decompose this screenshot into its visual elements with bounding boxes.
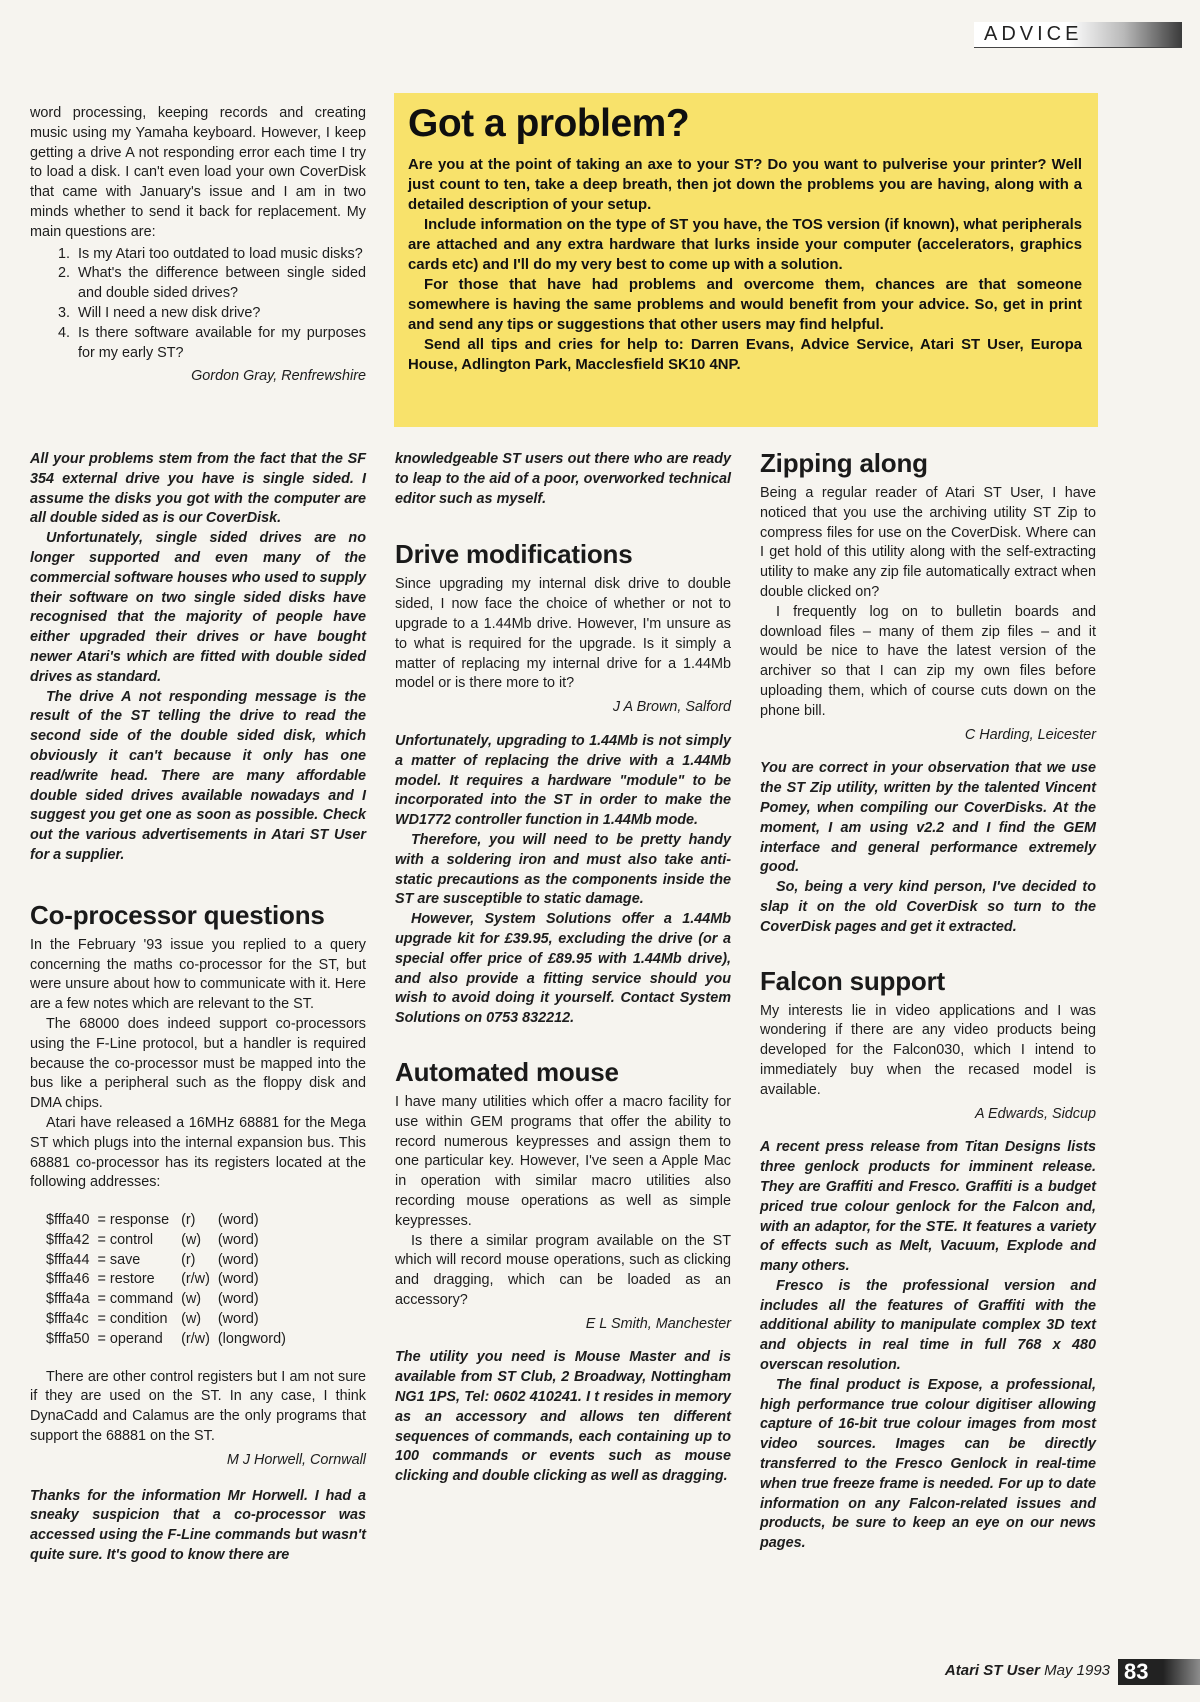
box-paragraph: For those that have had problems and overcome them, chances are that someone somewhere is having the same problems and would benefit from your advice. So, get in print and send any tips or suggestions that other users may find helpful.	[408, 277, 1082, 333]
reply-block	[395, 1348, 731, 1487]
reply-block	[395, 450, 731, 509]
letter-signature: E L Smith, Manchester	[585, 1315, 731, 1332]
section-heading: Zipping along	[760, 448, 928, 478]
section-heading: Falcon support	[760, 965, 945, 996]
letter-paragraph: I have many utilities which offer a macro facility for use within GEM programs that offer the ability to record numerous keypresses and assign them to one particular key. However, I've seen a Apple Mac in operation with similar macro utilities also recording mouse operations as well as simple keypresses.	[395, 1093, 731, 1229]
letter-paragraph: In the February '93 issue you replied to a query concerning the maths co-processor for the ST, but were unsure about how to communicate with it. Here are a few notes which are relevant to the ST.	[30, 936, 366, 1013]
list-item: 2. What's the difference between single sided and double sided drives?	[74, 264, 366, 304]
letter-paragraph: There are other control registers but I am not sure if they are used on the ST. In any case, I think DynaCadd and Calamus are the only programs that support the 68881 on the ST.	[30, 1368, 366, 1445]
table-row: $fffa46 = restore (r/w) (word)	[46, 1271, 259, 1288]
question-list	[30, 245, 366, 364]
list-item: 4. Is there software available for my purposes for my early ST?	[74, 324, 366, 364]
section-heading: Automated mouse	[395, 1056, 619, 1087]
reply-block	[30, 450, 366, 866]
page-number-block	[1118, 1659, 1200, 1685]
reply-paragraph: All your problems stem from the fact that the SF 354 external drive you have is single sided. I assume the disks you got with the computer are all double sided as is our CoverDisk.	[30, 451, 366, 527]
letter-signature: A Edwards, Sidcup	[974, 1105, 1096, 1122]
table-row: $fffa44 = save (r) (word)	[46, 1251, 259, 1268]
register-table	[46, 1211, 294, 1350]
got-a-problem-box	[394, 93, 1098, 427]
box-paragraph: Are you at the point of taking an axe to your ST? Do you want to pulverise your printer? Well just count to ten, take a deep breath, then jot down the problems you are having, along with a detailed description of your setup.	[408, 157, 1082, 213]
letter-signature: M J Horwell, Cornwall	[226, 1451, 366, 1468]
section-heading: Drive modifications	[395, 539, 633, 570]
table-row: $fffa40 = response (r) (word)	[46, 1212, 259, 1229]
reply-block	[30, 1487, 366, 1566]
list-item: 3. Will I need a new disk drive?	[74, 304, 366, 324]
reply-block	[760, 759, 1096, 937]
section-label: ADVICE	[984, 23, 1083, 45]
letter-paragraph: My interests lie in video applications and I was wondering if there are any video products being developed for the Falcon030, which I intend to immediately buy when the recased model is available.	[760, 1002, 1096, 1098]
column-1-top	[30, 104, 366, 387]
letter-paragraph: Since upgrading my internal disk drive to double sided, I now face the choice of whether or not to upgrade to a 1.44Mb drive. However, I'm unsure as to what is required for the upgrade. Is it simply a matter of replacing my internal drive for a 1.44Mb model or is there more to it?	[395, 576, 731, 692]
column-1	[30, 450, 366, 1566]
reply-paragraph: Thanks for the information Mr Horwell. I had a sneaky suspicion that a co-processor was accessed using the F-Line commands but wasn't quite sure. It's good to know there are	[30, 1487, 366, 1564]
column-3	[760, 448, 1096, 1554]
reply-paragraph: A recent press release from Titan Designs lists three genlock products for imminent release. They are Graffiti and Fresco. Graffiti is a budget priced true colour genlock for the Falcon and, with an adaptor, for the STE. It features a variety of effects such as Melt, Vacuum, Explode and many others.	[760, 1139, 1096, 1275]
reply-paragraph: knowledgeable ST users out there who are ready to leap to the aid of a poor, overworked technical editor such as myself.	[395, 451, 731, 507]
letter-signature: Gordon Gray, Renfrewshire	[191, 368, 366, 385]
table-row: $fffa50 = operand (r/w) (longword)	[46, 1330, 286, 1347]
reply-paragraph: Therefore, you will need to be pretty handy with a soldering iron and must also take anti-static precautions as the components inside the ST are susceptible to static damage.	[395, 831, 731, 908]
letter-paragraph: Being a regular reader of Atari ST User, I have noticed that you use the archiving utility ST Zip to compress files for use on the CoverDisk. Where can I get hold of this utility along with the self-extracting utility to make any zip file automatically extract when double clicked on?	[760, 485, 1096, 600]
reply-block	[760, 1138, 1096, 1554]
table-row: $fffa42 = control (w) (word)	[46, 1231, 259, 1248]
reply-paragraph: So, being a very kind person, I've decided to slap it on the old CoverDisk so turn to the CoverDisk pages and get it extracted.	[760, 879, 1096, 935]
page-number: 83	[1124, 1659, 1149, 1684]
page-footer	[900, 1659, 1200, 1685]
box-paragraph: Send all tips and cries for help to: Darren Evans, Advice Service, Atari ST User, Europa House, Adlington Park, Macclesfield SK10 4NP.	[408, 337, 1082, 373]
reply-paragraph: The final product is Expose, a professional, high performance true colour digitiser allowing capture of 16-bit true colour images from most video sources. Images can be directly transferred to the Fresco Genlock in real-time when true freeze frame is needed. For up to date information on any Falcon-related issues and products, be sure to keep an eye on our news pages.	[760, 1376, 1096, 1552]
letter-paragraph: word processing, keeping records and creating music using my Yamaha keyboard. However, I keep getting a drive A not responding error each time I try to load a disk. I can't even load your own CoverDisk that came with January's issue and I am in two minds whether to send it back for replacement. My main questions are:	[30, 105, 366, 240]
reply-paragraph: The utility you need is Mouse Master and is available from ST Club, 2 Broadway, Nottingham NG1 1PS, Tel: 0602 410241. I t resides in memory as an accessory and allows ten different sequences of commands, each containing up to 100 commands or events such as mouse clicking and double clicking as well as dragging.	[395, 1349, 731, 1485]
column-2	[395, 450, 731, 1487]
reply-paragraph: You are correct in your observation that we use the ST Zip utility, written by the talented Vincent Pomey, when compiling our CoverDisks. At the moment, I am using v2.2 and I find the GEM interface and general performance extremely good.	[760, 760, 1096, 876]
magazine-credit	[945, 1662, 1110, 1679]
reply-block	[395, 732, 731, 1029]
reply-paragraph: Unfortunately, upgrading to 1.44Mb is not simply a matter of replacing the drive with a 1.44Mb model. It requires a hardware "module" to be incorporated into the ST in order to make the WD1772 controller function in 1.44Mb mode.	[395, 732, 731, 829]
letter-signature: J A Brown, Salford	[612, 699, 731, 716]
reply-paragraph: Unfortunately, single sided drives are no longer supported and even many of the commercial software houses who used to supply their software on two single sided disks have recognised that the majority of people have either upgraded their drives or have bought newer Atari's which are fitted with double sided drives as standard.	[30, 530, 366, 685]
reply-paragraph: Fresco is the professional version and includes all the features of Graffiti with the additional ability to manipulate complex 3D text and objects in real time in full 768 x 480 overscan resolution.	[760, 1277, 1096, 1374]
list-item: 1. Is my Atari too outdated to load music disks?	[74, 245, 366, 265]
box-title: Got a problem?	[408, 102, 690, 145]
letter-signature: C Harding, Leicester	[964, 726, 1096, 743]
section-heading: Co-processor questions	[30, 899, 325, 930]
letter-paragraph: Is there a similar program available on the ST which will record mouse operations, such as clicking and dragging, which can be loaded as an accessory?	[395, 1232, 731, 1308]
reply-paragraph: However, System Solutions offer a 1.44Mb upgrade kit for £39.95, excluding the drive (or a special offer price of £89.95 with 1.44Mb drive), and also provide a fitting service should you wish to avoid doing it yourself. Contact System Solutions on 0753 832212.	[395, 911, 731, 1027]
box-paragraph: Include information on the type of ST you have, the TOS version (if known), what peripherals are attached and any extra hardware that lurks inside your computer (accelerators, graphics cards etc) and I'll do my very best to come up with a solution.	[408, 217, 1082, 273]
letter-paragraph: The 68000 does indeed support co-processors using the F-Line protocol, but a handler is required because the co-processor must be mapped into the bus like a peripheral such as the floppy disk and DMA chips.	[30, 1015, 366, 1112]
table-row: $fffa4a = command (w) (word)	[46, 1291, 259, 1308]
issue-date: May 1993	[1044, 1662, 1110, 1679]
table-row: $fffa4c = condition (w) (word)	[46, 1311, 259, 1328]
letter-paragraph: Atari have released a 16MHz 68881 for the Mega ST which plugs into the internal expansion bus. This 68881 co-processor has its registers located at the following addresses:	[30, 1114, 366, 1191]
magazine-name: Atari ST User	[944, 1662, 1040, 1679]
section-tab	[974, 22, 1182, 48]
letter-paragraph: I frequently log on to bulletin boards and download files – many of them zip files – and it would be nice to have the latest version of the archiver so that I can zip my own files before uploading them, which of course cuts down on the phone bill.	[760, 603, 1096, 719]
reply-paragraph: The drive A not responding message is the result of the ST telling the drive to read the second side of the double sided disk, which obviously it can't because it only has one read/write head. There are many affordable double sided drives available nowadays and I suggest you get one as soon as possible. Check out the various advertisements in Atari ST User for a supplier.	[30, 688, 366, 863]
